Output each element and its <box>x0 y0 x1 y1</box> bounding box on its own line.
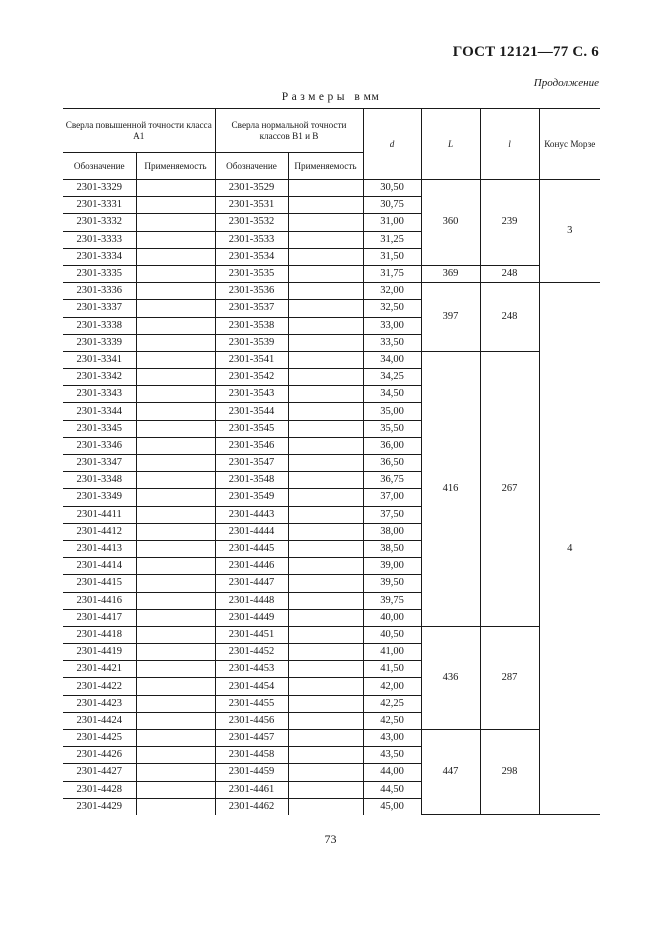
diameter-d: 36,75 <box>363 472 421 489</box>
applicability-b <box>288 231 363 248</box>
designation-a1: 2301-3349 <box>63 489 136 506</box>
col-header-applicability-a1: Применяемость <box>136 153 215 180</box>
applicability-a1 <box>136 351 215 368</box>
designation-b: 2301-3536 <box>215 283 288 300</box>
applicability-b <box>288 781 363 798</box>
col-header-morse-cone: Конус Морзе <box>539 109 600 180</box>
designation-b: 2301-3531 <box>215 197 288 214</box>
applicability-b <box>288 248 363 265</box>
diameter-d: 34,50 <box>363 386 421 403</box>
applicability-a1 <box>136 540 215 557</box>
diameter-d: 40,50 <box>363 626 421 643</box>
designation-a1: 2301-3347 <box>63 455 136 472</box>
applicability-b <box>288 351 363 368</box>
designation-a1: 2301-3337 <box>63 300 136 317</box>
applicability-b <box>288 644 363 661</box>
applicability-b <box>288 678 363 695</box>
applicability-a1 <box>136 747 215 764</box>
applicability-a1 <box>136 472 215 489</box>
diameter-d: 36,00 <box>363 437 421 454</box>
designation-a1: 2301-4412 <box>63 523 136 540</box>
designation-b: 2301-3541 <box>215 351 288 368</box>
applicability-b <box>288 592 363 609</box>
designation-a1: 2301-4418 <box>63 626 136 643</box>
diameter-d: 45,00 <box>363 798 421 815</box>
diameter-d: 34,00 <box>363 351 421 368</box>
applicability-a1 <box>136 678 215 695</box>
diameter-d: 31,00 <box>363 214 421 231</box>
designation-a1: 2301-4428 <box>63 781 136 798</box>
designation-a1: 2301-3334 <box>63 248 136 265</box>
applicability-a1 <box>136 798 215 815</box>
designation-a1: 2301-4423 <box>63 695 136 712</box>
col-header-designation-a1: Обозначение <box>63 153 136 180</box>
diameter-d: 35,50 <box>363 420 421 437</box>
length-l: 287 <box>480 626 539 729</box>
designation-a1: 2301-3338 <box>63 317 136 334</box>
applicability-a1 <box>136 644 215 661</box>
length-L: 360 <box>421 180 480 266</box>
applicability-b <box>288 523 363 540</box>
applicability-a1 <box>136 283 215 300</box>
diameter-d: 31,75 <box>363 265 421 282</box>
designation-a1: 2301-4415 <box>63 575 136 592</box>
document-code: ГОСТ 12121—77 С. 6 <box>452 44 599 60</box>
drill-dimensions-table <box>63 108 600 815</box>
applicability-b <box>288 265 363 282</box>
applicability-a1 <box>136 523 215 540</box>
applicability-a1 <box>136 489 215 506</box>
designation-b: 2301-3532 <box>215 214 288 231</box>
designation-a1: 2301-4425 <box>63 730 136 747</box>
applicability-a1 <box>136 661 215 678</box>
applicability-a1 <box>136 626 215 643</box>
diameter-d: 39,50 <box>363 575 421 592</box>
applicability-b <box>288 283 363 300</box>
diameter-d: 32,50 <box>363 300 421 317</box>
table-row <box>63 180 600 197</box>
applicability-a1 <box>136 214 215 231</box>
designation-a1: 2301-3342 <box>63 369 136 386</box>
designation-a1: 2301-4427 <box>63 764 136 781</box>
applicability-a1 <box>136 712 215 729</box>
designation-a1: 2301-3341 <box>63 351 136 368</box>
applicability-b <box>288 695 363 712</box>
applicability-a1 <box>136 300 215 317</box>
designation-b: 2301-3537 <box>215 300 288 317</box>
applicability-a1 <box>136 781 215 798</box>
diameter-d: 44,00 <box>363 764 421 781</box>
applicability-a1 <box>136 695 215 712</box>
diameter-d: 32,00 <box>363 283 421 300</box>
diameter-d: 37,00 <box>363 489 421 506</box>
applicability-b <box>288 334 363 351</box>
applicability-b <box>288 506 363 523</box>
designation-b: 2301-4449 <box>215 609 288 626</box>
diameter-d: 42,50 <box>363 712 421 729</box>
length-l: 267 <box>480 351 539 626</box>
designation-b: 2301-3543 <box>215 386 288 403</box>
applicability-b <box>288 661 363 678</box>
designation-b: 2301-4445 <box>215 540 288 557</box>
applicability-b <box>288 747 363 764</box>
applicability-b <box>288 300 363 317</box>
continued-label: Продолжение <box>533 77 599 89</box>
diameter-d: 44,50 <box>363 781 421 798</box>
applicability-a1 <box>136 420 215 437</box>
diameter-d: 30,50 <box>363 180 421 197</box>
col-header-L: L <box>421 109 480 180</box>
applicability-b <box>288 455 363 472</box>
applicability-a1 <box>136 334 215 351</box>
applicability-b <box>288 180 363 197</box>
designation-a1: 2301-3345 <box>63 420 136 437</box>
morse-cone: 3 <box>539 180 600 283</box>
table-row <box>63 351 600 368</box>
diameter-d: 42,00 <box>363 678 421 695</box>
designation-a1: 2301-4419 <box>63 644 136 661</box>
col-header-l: l <box>480 109 539 180</box>
designation-b: 2301-4457 <box>215 730 288 747</box>
table-row <box>63 283 600 300</box>
applicability-b <box>288 317 363 334</box>
applicability-a1 <box>136 455 215 472</box>
applicability-b <box>288 764 363 781</box>
designation-a1: 2301-4426 <box>63 747 136 764</box>
designation-a1: 2301-4417 <box>63 609 136 626</box>
designation-a1: 2301-3336 <box>63 283 136 300</box>
applicability-b <box>288 489 363 506</box>
diameter-d: 36,50 <box>363 455 421 472</box>
length-L: 397 <box>421 283 480 352</box>
diameter-d: 33,50 <box>363 334 421 351</box>
applicability-b <box>288 420 363 437</box>
diameter-d: 31,25 <box>363 231 421 248</box>
applicability-b <box>288 558 363 575</box>
designation-b: 2301-3547 <box>215 455 288 472</box>
designation-b: 2301-4461 <box>215 781 288 798</box>
applicability-a1 <box>136 180 215 197</box>
designation-b: 2301-3535 <box>215 265 288 282</box>
col-header-d: d <box>363 109 421 180</box>
dimensions-label-text: Размеры <box>281 91 348 103</box>
designation-b: 2301-3538 <box>215 317 288 334</box>
diameter-d: 41,00 <box>363 644 421 661</box>
designation-b: 2301-3534 <box>215 248 288 265</box>
page-number: 73 <box>324 832 337 846</box>
designation-b: 2301-3539 <box>215 334 288 351</box>
applicability-a1 <box>136 609 215 626</box>
applicability-a1 <box>136 592 215 609</box>
designation-a1: 2301-4422 <box>63 678 136 695</box>
designation-a1: 2301-4414 <box>63 558 136 575</box>
designation-b: 2301-3542 <box>215 369 288 386</box>
designation-a1: 2301-3346 <box>63 437 136 454</box>
designation-a1: 2301-4411 <box>63 506 136 523</box>
applicability-b <box>288 798 363 815</box>
table-row <box>63 265 600 282</box>
group-header-a1: Сверла повышенной точности класса A1 <box>63 109 215 153</box>
applicability-a1 <box>136 764 215 781</box>
applicability-a1 <box>136 730 215 747</box>
applicability-b <box>288 540 363 557</box>
diameter-d: 42,25 <box>363 695 421 712</box>
applicability-b <box>288 403 363 420</box>
designation-b: 2301-4447 <box>215 575 288 592</box>
applicability-b <box>288 730 363 747</box>
applicability-a1 <box>136 248 215 265</box>
applicability-b <box>288 712 363 729</box>
diameter-d: 39,00 <box>363 558 421 575</box>
col-header-applicability-b: Применяемость <box>288 153 363 180</box>
designation-b: 2301-3533 <box>215 231 288 248</box>
applicability-b <box>288 609 363 626</box>
applicability-a1 <box>136 403 215 420</box>
designation-b: 2301-3549 <box>215 489 288 506</box>
length-L: 447 <box>421 730 480 815</box>
diameter-d: 33,00 <box>363 317 421 334</box>
diameter-d: 38,50 <box>363 540 421 557</box>
col-header-designation-b: Обозначение <box>215 153 288 180</box>
applicability-a1 <box>136 197 215 214</box>
diameter-d: 40,00 <box>363 609 421 626</box>
designation-a1: 2301-4416 <box>63 592 136 609</box>
designation-a1: 2301-3331 <box>63 197 136 214</box>
designation-b: 2301-4446 <box>215 558 288 575</box>
diameter-d: 41,50 <box>363 661 421 678</box>
designation-b: 2301-4448 <box>215 592 288 609</box>
designation-a1: 2301-4429 <box>63 798 136 815</box>
applicability-a1 <box>136 437 215 454</box>
designation-b: 2301-4453 <box>215 661 288 678</box>
designation-a1: 2301-3344 <box>63 403 136 420</box>
dimensions-label <box>0 91 661 103</box>
designation-b: 2301-4443 <box>215 506 288 523</box>
length-l: 239 <box>480 180 539 266</box>
dimensions-unit: в мм <box>354 91 380 103</box>
diameter-d: 35,00 <box>363 403 421 420</box>
diameter-d: 34,25 <box>363 369 421 386</box>
diameter-d: 43,50 <box>363 747 421 764</box>
designation-b: 2301-4462 <box>215 798 288 815</box>
group-header-b: Сверла нормальной точности классов B1 и B <box>215 109 363 153</box>
designation-a1: 2301-4413 <box>63 540 136 557</box>
designation-b: 2301-4456 <box>215 712 288 729</box>
designation-b: 2301-3544 <box>215 403 288 420</box>
applicability-a1 <box>136 231 215 248</box>
designation-a1: 2301-3343 <box>63 386 136 403</box>
applicability-a1 <box>136 369 215 386</box>
applicability-b <box>288 386 363 403</box>
table-row <box>63 626 600 643</box>
applicability-b <box>288 472 363 489</box>
morse-cone: 4 <box>539 283 600 815</box>
diameter-d: 37,50 <box>363 506 421 523</box>
designation-b: 2301-3548 <box>215 472 288 489</box>
designation-b: 2301-4458 <box>215 747 288 764</box>
designation-a1: 2301-3335 <box>63 265 136 282</box>
designation-b: 2301-4455 <box>215 695 288 712</box>
diameter-d: 30,75 <box>363 197 421 214</box>
diameter-d: 31,50 <box>363 248 421 265</box>
designation-b: 2301-4452 <box>215 644 288 661</box>
designation-a1: 2301-3348 <box>63 472 136 489</box>
applicability-a1 <box>136 558 215 575</box>
designation-b: 2301-4459 <box>215 764 288 781</box>
applicability-b <box>288 575 363 592</box>
designation-a1: 2301-4421 <box>63 661 136 678</box>
designation-a1: 2301-4424 <box>63 712 136 729</box>
designation-b: 2301-3545 <box>215 420 288 437</box>
length-L: 436 <box>421 626 480 729</box>
applicability-a1 <box>136 317 215 334</box>
diameter-d: 43,00 <box>363 730 421 747</box>
designation-b: 2301-4451 <box>215 626 288 643</box>
designation-a1: 2301-3339 <box>63 334 136 351</box>
length-L: 369 <box>421 265 480 282</box>
applicability-a1 <box>136 575 215 592</box>
designation-b: 2301-4454 <box>215 678 288 695</box>
length-l: 298 <box>480 730 539 815</box>
designation-b: 2301-4444 <box>215 523 288 540</box>
applicability-b <box>288 626 363 643</box>
length-l: 248 <box>480 283 539 352</box>
diameter-d: 39,75 <box>363 592 421 609</box>
designation-a1: 2301-3333 <box>63 231 136 248</box>
length-L: 416 <box>421 351 480 626</box>
designation-b: 2301-3546 <box>215 437 288 454</box>
applicability-b <box>288 214 363 231</box>
table-row <box>63 730 600 747</box>
diameter-d: 38,00 <box>363 523 421 540</box>
applicability-a1 <box>136 386 215 403</box>
designation-a1: 2301-3329 <box>63 180 136 197</box>
designation-b: 2301-3529 <box>215 180 288 197</box>
designation-a1: 2301-3332 <box>63 214 136 231</box>
applicability-b <box>288 437 363 454</box>
applicability-a1 <box>136 506 215 523</box>
applicability-a1 <box>136 265 215 282</box>
length-l: 248 <box>480 265 539 282</box>
applicability-b <box>288 369 363 386</box>
applicability-b <box>288 197 363 214</box>
